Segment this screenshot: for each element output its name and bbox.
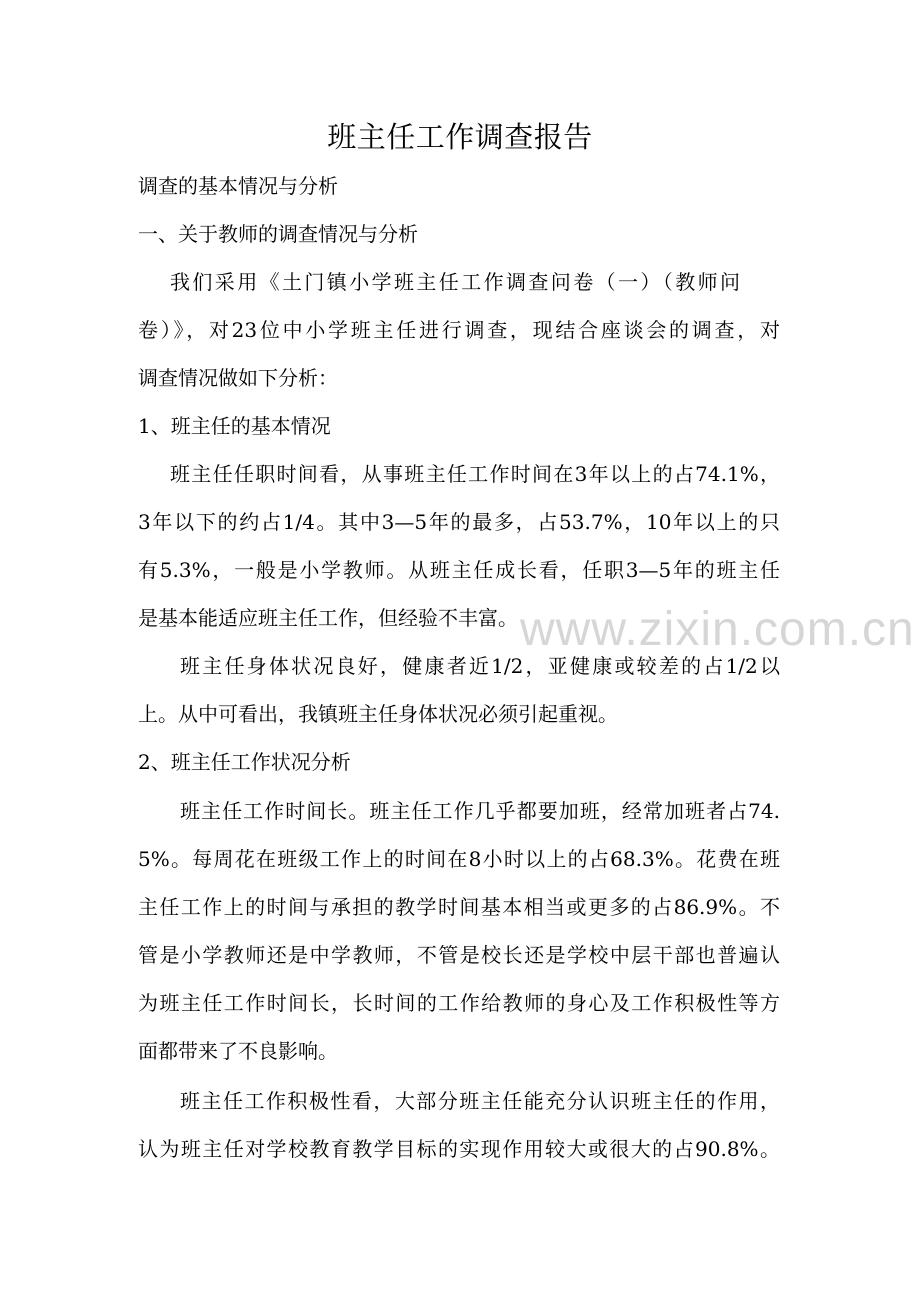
paragraph-line: 管是小学教师还是中学教师，不管是校长还是学校中层干部也普遍认 xyxy=(138,943,780,967)
paragraph-line: 主任工作上的时间与承担的教学时间基本相当或更多的占86.9%。不 xyxy=(138,895,780,919)
subsection-heading: 1、班主任的基本情况 xyxy=(138,414,331,438)
paragraph-line: 认为班主任对学校教育教学目标的实现作用较大或很大的占90.8%。 xyxy=(138,1137,780,1161)
paragraph-line: 面都带来了不良影响。 xyxy=(138,1039,338,1063)
paragraph-line: 5%。每周花在班级工作上的时间在8小时以上的占68.3%。花费在班 xyxy=(138,847,780,871)
paragraph-line: 班主任任职时间看，从事班主任工作时间在3年以上的占74.1%， xyxy=(170,462,780,486)
paragraph-line: 卷）》，对23位中小学班主任进行调查，现结合座谈会的调查，对 xyxy=(138,318,780,342)
paragraph-line: 班主任身体状况良好，健康者近1/2，亚健康或较差的占1/2以 xyxy=(180,654,780,678)
paragraph-line: 班主任工作积极性看，大部分班主任能充分认识班主任的作用， xyxy=(180,1089,780,1113)
paragraph-line: 班主任工作时间长。班主任工作几乎都要加班，经常加班者占74. xyxy=(180,799,780,823)
subsection-heading: 2、班主任工作状况分析 xyxy=(138,750,351,774)
subsection-heading: 一、关于教师的调查情况与分析 xyxy=(138,222,418,246)
paragraph-line: 上。从中可看出，我镇班主任身体状况必须引起重视。 xyxy=(138,702,618,726)
section-heading: 调查的基本情况与分析 xyxy=(138,174,338,198)
paragraph-line: 为班主任工作时间长，长时间的工作给教师的身心及工作积极性等方 xyxy=(138,991,780,1015)
paragraph-line: 调查情况做如下分析： xyxy=(138,366,338,390)
paragraph-line: 我们采用《土门镇小学班主任工作调查问卷（一）（教师问 xyxy=(170,270,740,294)
paragraph-line: 是基本能适应班主任工作，但经验不丰富。 xyxy=(138,606,518,630)
watermark: www.zixin.com.cn xyxy=(520,603,915,656)
paragraph-line: 3年以下的约占1/4。其中3—5年的最多，占53.7%，10年以上的只 xyxy=(138,510,780,534)
paragraph-line: 有5.3%，一般是小学教师。从班主任成长看，任职3—5年的班主任 xyxy=(138,558,780,582)
document-title: 班主任工作调查报告 xyxy=(327,120,593,154)
